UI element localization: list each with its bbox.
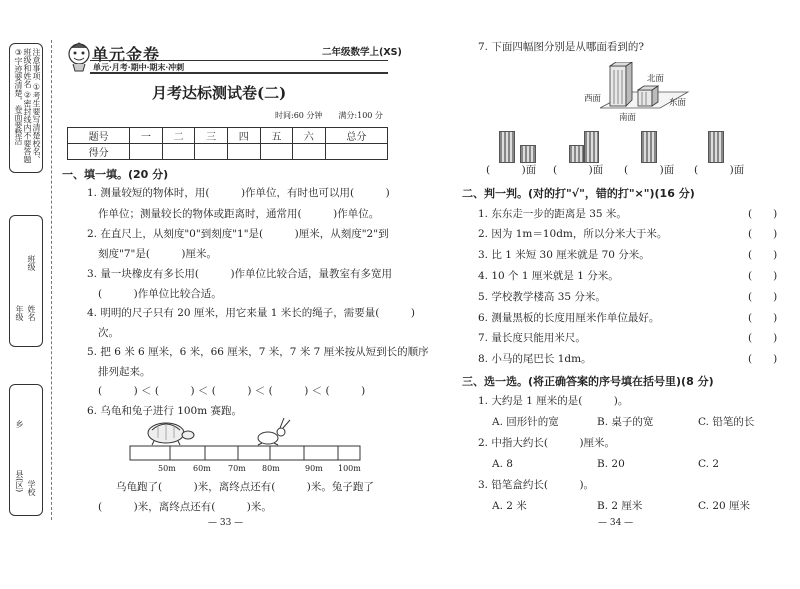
judge-item-6: 6. 测量黑板的长度用厘米作单位最好。 <box>478 312 660 324</box>
q6-answer-line-b[interactable]: ( )米，离终点还有( )米。 <box>98 501 272 513</box>
choice-q2[interactable]: 2. 中指大约长( )厘米。 <box>478 437 616 449</box>
view-label-south: 南面 <box>619 113 637 123</box>
choice-q1[interactable]: 1. 大约是 1 厘米的是( )。 <box>478 395 629 407</box>
view-1-short-building <box>520 145 536 163</box>
name-field-label: 姓名 <box>27 305 36 321</box>
choice-q3-option-c[interactable]: C. 20 厘米 <box>698 500 751 512</box>
table-cell: 三 <box>195 128 228 144</box>
score-input-cell[interactable] <box>162 144 195 160</box>
table-cell: 一 <box>130 128 163 144</box>
header-rule-bottom <box>90 72 388 74</box>
county-field-label: 县(区) <box>15 470 24 493</box>
choice-q2-option-a[interactable]: A. 8 <box>492 458 513 470</box>
judge-item-5: 5. 学校教学楼高 35 分米。 <box>478 291 606 303</box>
page-number-left: — 33 — <box>208 518 244 528</box>
brand-title: 单元金卷 <box>92 45 161 64</box>
seal-line <box>51 40 52 520</box>
q1-line-a: 1. 测量较短的物体时，用( )作单位，有时也可以用( ) <box>87 187 390 199</box>
view-answer-1[interactable]: ( )面 <box>486 164 537 176</box>
table-cell: 五 <box>260 128 293 144</box>
score-table-score-row <box>68 144 388 160</box>
tortoise-icon <box>148 423 194 445</box>
q5-line-b: 排列起来。 <box>98 366 151 378</box>
track-label-100m: 100m <box>338 464 361 473</box>
choice-q2-option-b[interactable]: B. 20 <box>597 458 625 470</box>
judge-item-8: 8. 小马的尾巴长 1dm。 <box>478 353 592 365</box>
view-2-tall-building <box>584 131 599 163</box>
score-input-cell[interactable] <box>130 144 163 160</box>
view-answer-2[interactable]: ( )面 <box>553 164 604 176</box>
choice-q1-option-c[interactable]: C. 铅笔的长 <box>698 416 755 428</box>
q1-line-b: 作单位；测量较长的物体或距离时，通常用( )作单位。 <box>98 208 380 220</box>
score-table-header-row <box>68 128 388 144</box>
table-cell: 四 <box>227 128 260 144</box>
q7-line: 7. 下面四幅图分别是从哪面看到的? <box>478 41 644 53</box>
choice-q3-option-b[interactable]: B. 2 厘米 <box>597 500 643 512</box>
view-2-short-building <box>569 145 584 163</box>
school-info-box <box>9 384 43 516</box>
view-answer-3[interactable]: ( )面 <box>624 164 675 176</box>
track-label-70m: 70m <box>228 464 246 473</box>
section-2-heading: 二、判一判。(对的打"√"，错的打"×")(16 分) <box>462 187 695 200</box>
view-answer-4[interactable]: ( )面 <box>694 164 745 176</box>
view-label-east: 东面 <box>669 98 687 108</box>
q6-line: 6. 乌龟和兔子进行 100m 赛跑。 <box>87 405 243 417</box>
table-cell: 总分 <box>325 128 387 144</box>
choice-q3[interactable]: 3. 铅笔盒约长( )。 <box>478 479 595 491</box>
view-4-tall-building <box>708 131 724 163</box>
exam-meta: 时间:60 分钟 满分:100 分 <box>275 111 383 120</box>
q5-order-blanks[interactable]: ( ) ＜ ( ) ＜ ( ) ＜ ( ) ＜ ( ) <box>98 385 366 397</box>
q2-line-a: 2. 在直尺上，从刻度"0"到刻度"1"是( )厘米，从刻度"2"到 <box>87 228 389 240</box>
choice-q1-option-b[interactable]: B. 桌子的宽 <box>597 416 654 428</box>
judge-item-4: 4. 10 个 1 厘米就是 1 分米。 <box>478 270 619 282</box>
track-label-60m: 60m <box>193 464 211 473</box>
brand-subtitle: 单元·月考·期中·期末·冲刺 <box>93 62 185 72</box>
view-3-tall-building <box>641 131 657 163</box>
choice-q1-option-a[interactable]: A. 回形针的宽 <box>492 416 559 428</box>
judge-answer-6[interactable]: ( ) <box>748 312 778 324</box>
judge-answer-7[interactable]: ( ) <box>748 332 778 344</box>
score-input-cell[interactable] <box>227 144 260 160</box>
view-label-west: 西面 <box>584 94 602 104</box>
choice-q3-option-a[interactable]: A. 2 米 <box>492 500 527 512</box>
judge-answer-5[interactable]: ( ) <box>748 291 778 303</box>
score-input-cell[interactable] <box>293 144 326 160</box>
q3-line-b: ( )作单位比较合适。 <box>98 288 222 300</box>
class-info-box <box>9 215 43 347</box>
section-3-heading: 三、选一选。(将正确答案的序号填在括号里)(8 分) <box>462 375 714 388</box>
judge-item-3: 3. 比 1 米短 30 厘米就是 70 分米。 <box>478 249 650 261</box>
header-rule <box>90 60 388 61</box>
track-label-50m: 50m <box>158 464 176 473</box>
track-label-90m: 90m <box>305 464 323 473</box>
view-label-north: 北面 <box>647 74 665 84</box>
track-label-80m: 80m <box>262 464 280 473</box>
judge-answer-1[interactable]: ( ) <box>748 208 778 220</box>
mascot-icon <box>66 42 92 72</box>
school-field-label: 学校 <box>27 480 36 496</box>
section-1-heading: 一、填一填。(20 分) <box>62 168 169 181</box>
exam-title: 月考达标测试卷(二) <box>152 84 287 102</box>
score-input-cell[interactable] <box>195 144 228 160</box>
township-field-label: 乡 <box>15 420 24 428</box>
q4-line-a: 4. 明明的尺子只有 20 厘米，用它来量 1 米长的绳子，需要量( ) <box>87 307 415 319</box>
class-field-label: 班级 <box>27 255 36 271</box>
grade-field-label: 年级 <box>15 305 24 321</box>
score-input-cell[interactable] <box>260 144 293 160</box>
table-cell: 题号 <box>68 128 130 144</box>
q4-line-b: 次。 <box>98 327 119 339</box>
q5-line-a: 5. 把 6 米 6 厘米，6 米，66 厘米，7 米，7 米 7 厘米按从短到长的顺序 <box>87 346 429 358</box>
judge-answer-8[interactable]: ( ) <box>748 353 778 365</box>
judge-item-7: 7. 量长度只能用米尺。 <box>478 332 586 344</box>
judge-answer-3[interactable]: ( ) <box>748 249 778 261</box>
judge-answer-2[interactable]: ( ) <box>748 228 778 240</box>
judge-answer-4[interactable]: ( ) <box>748 270 778 282</box>
grade-label: 二年级数学上(XS) <box>322 47 402 58</box>
notice-text: 注意事项 ①考生要写清楚校名、班级和姓名 ②密封线内不要答题 ③字迹要清楚，卷面要整洁 <box>14 48 41 164</box>
table-cell: 六 <box>293 128 326 144</box>
q6-answer-line-a[interactable]: 乌龟跑了( )米，离终点还有( )米。兔子跑了 <box>116 481 374 493</box>
score-table <box>67 127 388 160</box>
judge-item-1: 1. 东东走一步的距离是 35 米。 <box>478 208 627 220</box>
view-1-tall-building <box>499 131 515 163</box>
q3-line-a: 3. 量一块橡皮有多长用( )作单位比较合适，量教室有多宽用 <box>87 268 393 280</box>
judge-item-2: 2. 因为 1m＝10dm，所以分米大于米。 <box>478 228 668 240</box>
table-cell: 二 <box>162 128 195 144</box>
page-number-right: — 34 — <box>598 518 634 528</box>
choice-q2-option-c[interactable]: C. 2 <box>698 458 720 470</box>
score-input-cell[interactable] <box>325 144 387 160</box>
table-cell: 得分 <box>68 144 130 160</box>
rabbit-icon <box>258 418 290 445</box>
q2-line-b: 刻度"7"是( )厘米。 <box>98 248 218 260</box>
